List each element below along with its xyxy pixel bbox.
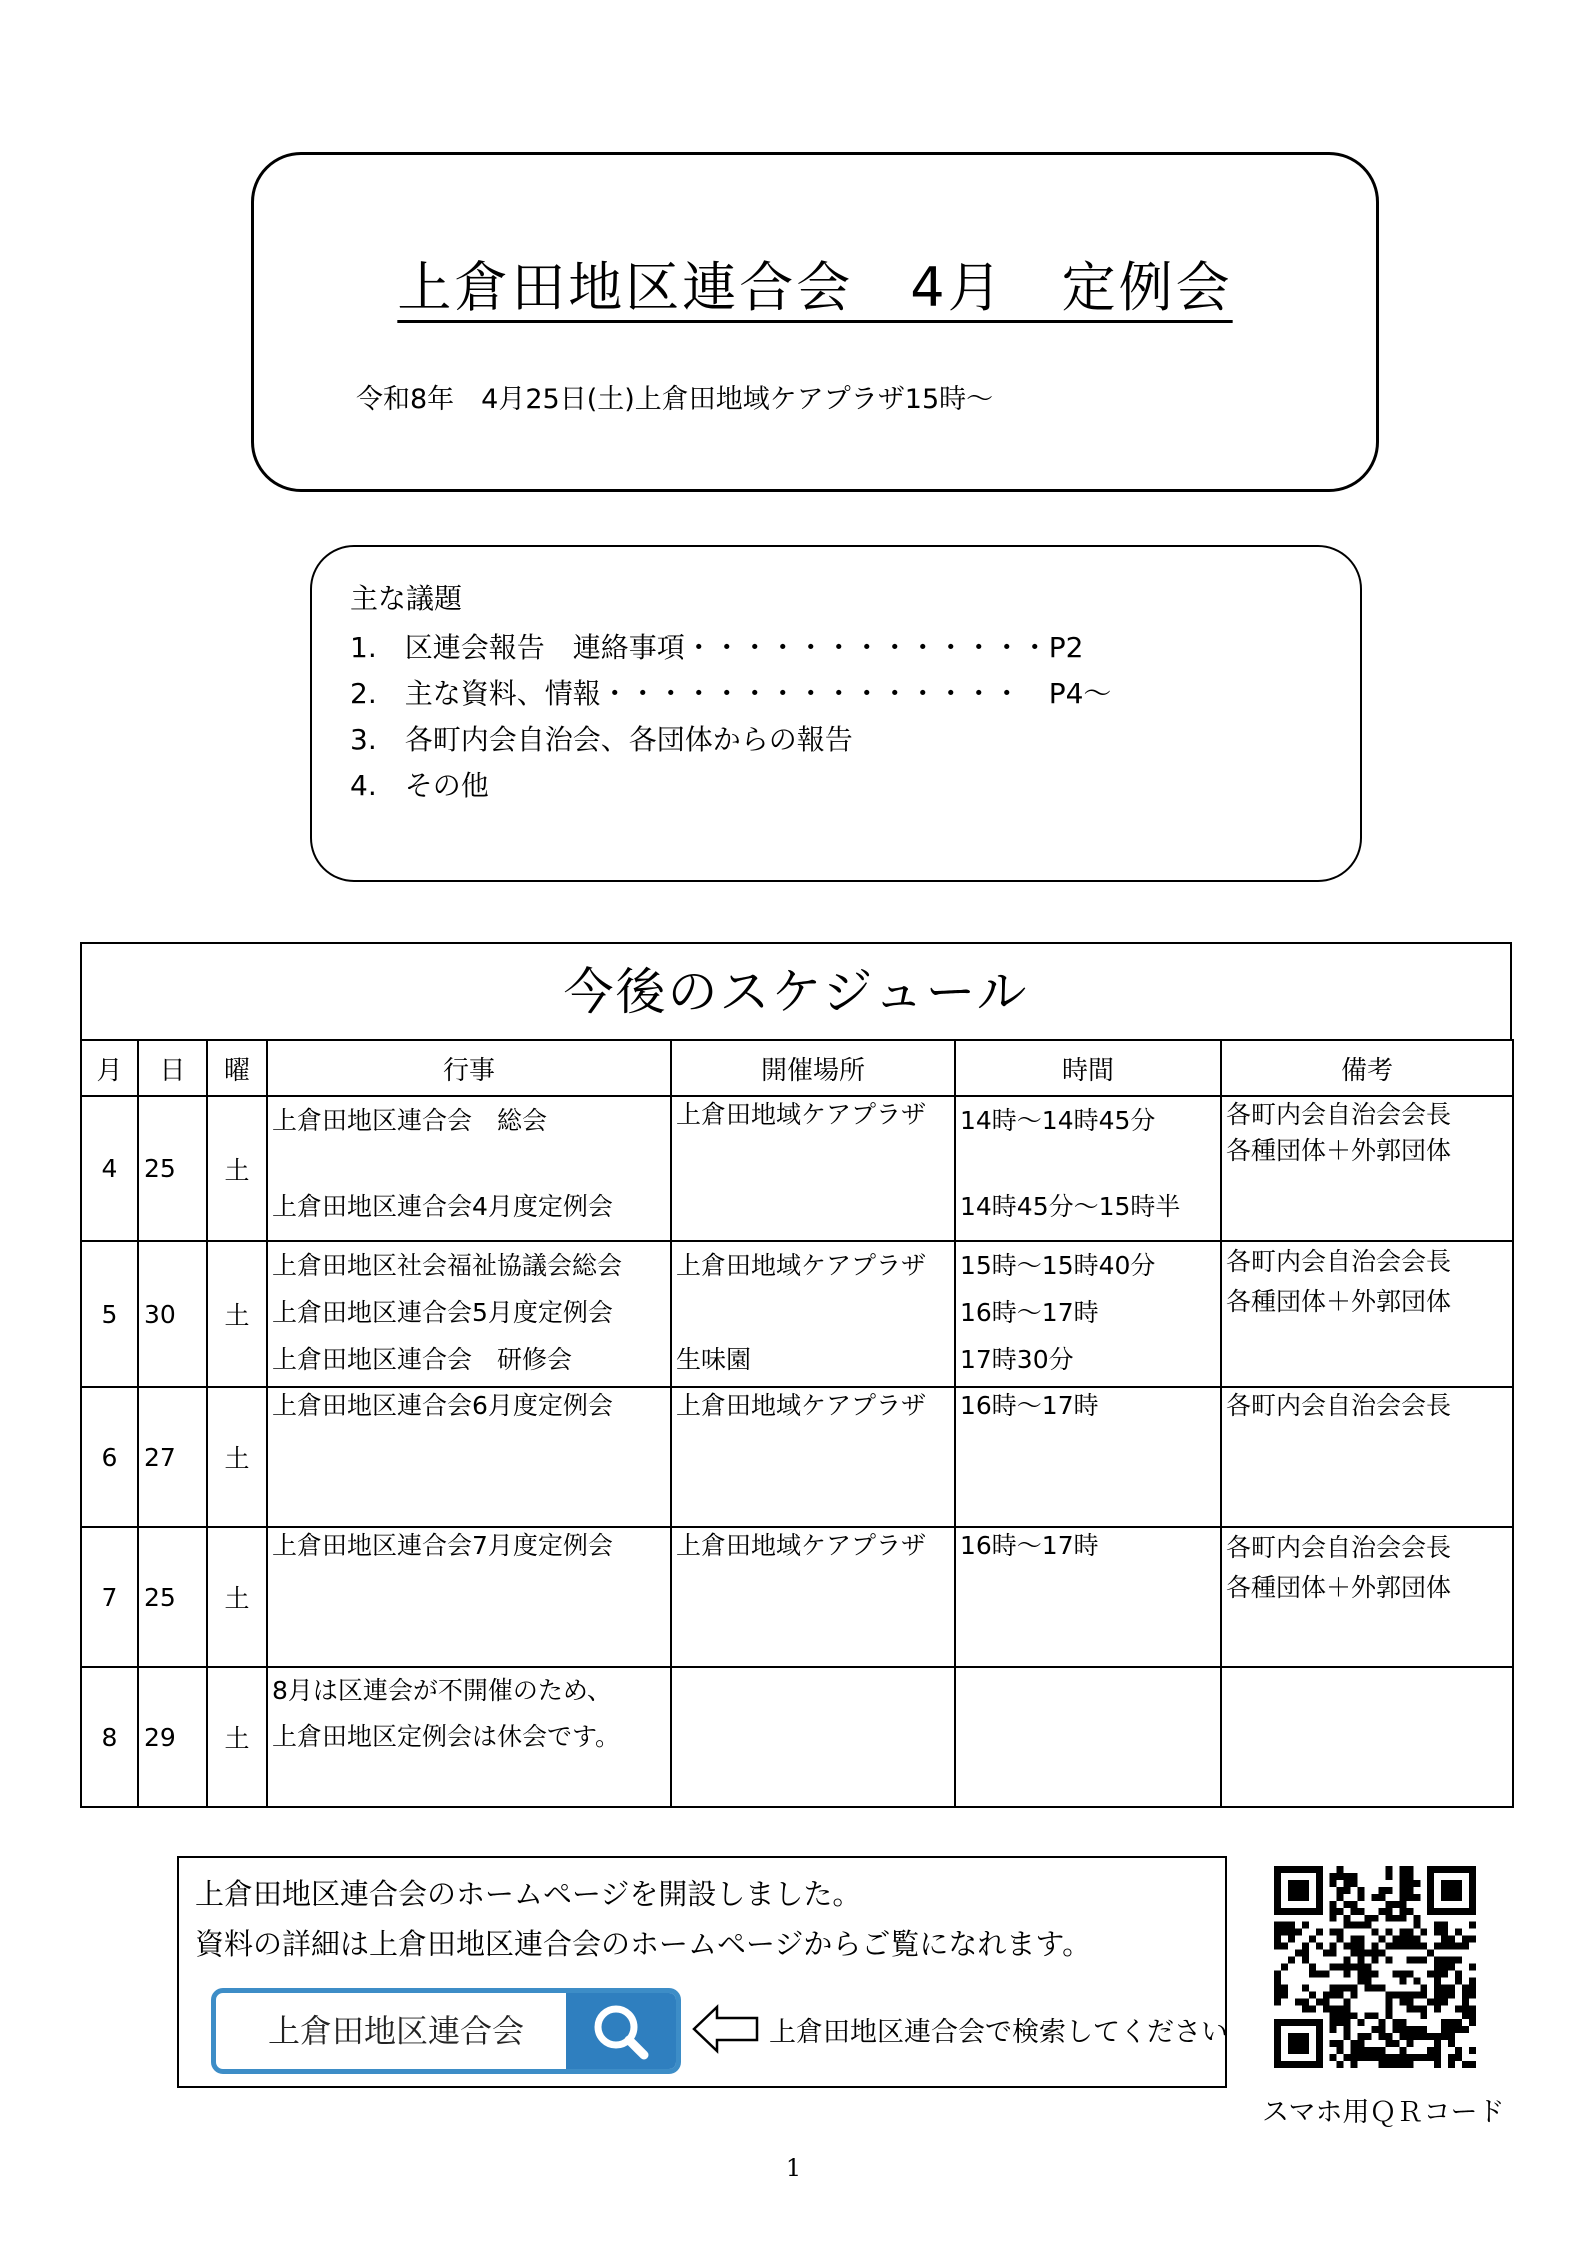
header-month: 月 bbox=[81, 1040, 138, 1096]
header-weekday: 曜 bbox=[207, 1040, 267, 1096]
table-row bbox=[81, 1387, 1513, 1527]
table-header-row bbox=[81, 1040, 1513, 1096]
event-line: 上倉田地区連合会6月度定例会 bbox=[272, 1391, 613, 1420]
cell-events bbox=[267, 1096, 671, 1241]
time-line: 14時～14時45分 bbox=[960, 1106, 1156, 1135]
note-line: 各町内会自治会会長 bbox=[1226, 1100, 1452, 1129]
time-line: 15時～15時40分 bbox=[960, 1251, 1156, 1280]
agenda-item: 4. その他 bbox=[350, 769, 489, 802]
page-title-text: 上倉田地区連合会 4月 定例会 bbox=[397, 256, 1233, 319]
cell-place bbox=[671, 1527, 955, 1667]
cell-month: 7 bbox=[81, 1527, 138, 1667]
qr-code[interactable] bbox=[1274, 1866, 1476, 2068]
page-title bbox=[254, 245, 1376, 322]
cell-place bbox=[671, 1667, 955, 1807]
event-line: 上倉田地区定例会は休会です。 bbox=[272, 1722, 621, 1751]
search-bar[interactable] bbox=[211, 1988, 681, 2074]
cell-weekday: 土 bbox=[207, 1387, 267, 1527]
event-line: 上倉田地区連合会7月度定例会 bbox=[272, 1531, 613, 1560]
table-row bbox=[81, 1096, 1513, 1241]
cell-events bbox=[267, 1241, 671, 1387]
note-line: 各種団体＋外郭団体 bbox=[1226, 1136, 1452, 1165]
notice-line-2: 資料の詳細は上倉田地区連合会のホームページからご覧になれます。 bbox=[195, 1927, 1092, 1961]
cell-time bbox=[955, 1667, 1221, 1807]
search-input[interactable]: 上倉田地区連合会 bbox=[268, 2012, 525, 2050]
search-icon bbox=[566, 1993, 676, 2069]
meeting-date: 令和8年 4月25日(土)上倉田地域ケアプラザ15時～ bbox=[356, 384, 994, 415]
cell-weekday: 土 bbox=[207, 1527, 267, 1667]
cell-weekday: 土 bbox=[207, 1096, 267, 1241]
cell-month: 5 bbox=[81, 1241, 138, 1387]
event-line bbox=[272, 1139, 666, 1189]
cell-month: 4 bbox=[81, 1096, 138, 1241]
search-hint: 上倉田地区連合会で検索してください bbox=[769, 2017, 1228, 2048]
schedule-section bbox=[80, 942, 1512, 1808]
agenda-item: 3. 各町内会自治会、各団体からの報告 bbox=[350, 723, 853, 756]
place-line bbox=[676, 1289, 950, 1336]
cell-day: 30 bbox=[138, 1241, 207, 1387]
note-line: 各町内会自治会会長 bbox=[1226, 1247, 1452, 1276]
event-line: 上倉田地区連合会5月度定例会 bbox=[272, 1298, 613, 1327]
header-event: 行事 bbox=[267, 1040, 671, 1096]
search-button[interactable] bbox=[566, 1993, 676, 2069]
homepage-notice bbox=[177, 1856, 1227, 2088]
cell-notes bbox=[1221, 1667, 1513, 1807]
time-line bbox=[960, 1668, 1216, 1704]
table-row bbox=[81, 1527, 1513, 1667]
schedule-table bbox=[80, 1039, 1514, 1808]
page-number: 1 bbox=[785, 2154, 802, 2182]
time-line bbox=[960, 1139, 1216, 1189]
cell-place bbox=[671, 1387, 955, 1527]
cell-time bbox=[955, 1527, 1221, 1667]
cell-notes bbox=[1221, 1241, 1513, 1387]
notice-line-1: 上倉田地区連合会のホームページを開設しました。 bbox=[195, 1877, 862, 1911]
schedule-title: 今後のスケジュール bbox=[80, 942, 1512, 1039]
place-line: 上倉田地域ケアプラザ bbox=[676, 1251, 927, 1280]
cell-notes bbox=[1221, 1096, 1513, 1241]
cell-notes bbox=[1221, 1527, 1513, 1667]
cell-month: 6 bbox=[81, 1387, 138, 1527]
cell-events bbox=[267, 1387, 671, 1527]
time-line: 16時～17時 bbox=[960, 1298, 1099, 1327]
cell-day: 25 bbox=[138, 1527, 207, 1667]
place-line: 生味園 bbox=[676, 1345, 752, 1374]
cell-time bbox=[955, 1241, 1221, 1387]
note-line: 各町内会自治会会長 bbox=[1226, 1391, 1452, 1420]
time-line: 14時45分～15時半 bbox=[960, 1192, 1181, 1221]
qr-label: スマホ用ＱＲコード bbox=[1262, 2097, 1505, 2128]
cell-day: 25 bbox=[138, 1096, 207, 1241]
place-line: 上倉田地域ケアプラザ bbox=[676, 1391, 927, 1420]
place-line: 上倉田地域ケアプラザ bbox=[676, 1531, 927, 1560]
event-line: 上倉田地区社会福祉協議会総会 bbox=[272, 1251, 623, 1280]
agenda-box bbox=[310, 545, 1362, 882]
place-line bbox=[676, 1668, 950, 1704]
header-place: 開催場所 bbox=[671, 1040, 955, 1096]
title-box bbox=[251, 152, 1379, 492]
agenda-heading: 主な議題 bbox=[350, 582, 463, 615]
cell-time bbox=[955, 1096, 1221, 1241]
time-line: 17時30分 bbox=[960, 1345, 1074, 1374]
note-line: 各種団体＋外郭団体 bbox=[1226, 1573, 1452, 1602]
event-line: 上倉田地区連合会 研修会 bbox=[272, 1345, 573, 1374]
agenda-list bbox=[350, 625, 1111, 809]
note-line: 各種団体＋外郭団体 bbox=[1226, 1287, 1452, 1316]
header-notes: 備考 bbox=[1221, 1040, 1513, 1096]
cell-time bbox=[955, 1387, 1221, 1527]
event-line: 上倉田地区連合会 総会 bbox=[272, 1106, 548, 1135]
time-line: 16時～17時 bbox=[960, 1391, 1099, 1420]
cell-place bbox=[671, 1241, 955, 1387]
note-line bbox=[1226, 1668, 1508, 1704]
agenda-item: 2. 主な資料、情報・・・・・・・・・・・・・・・ P4～ bbox=[350, 677, 1112, 710]
time-line: 16時～17時 bbox=[960, 1531, 1099, 1560]
cell-notes bbox=[1221, 1387, 1513, 1527]
cell-day: 27 bbox=[138, 1387, 207, 1527]
left-arrow-icon bbox=[691, 2004, 761, 2054]
header-day: 日 bbox=[138, 1040, 207, 1096]
cell-month: 8 bbox=[81, 1667, 138, 1807]
cell-weekday: 土 bbox=[207, 1241, 267, 1387]
cell-place bbox=[671, 1096, 955, 1241]
header-time: 時間 bbox=[955, 1040, 1221, 1096]
cell-events bbox=[267, 1667, 671, 1807]
cell-day: 29 bbox=[138, 1667, 207, 1807]
cell-events bbox=[267, 1527, 671, 1667]
note-line: 各町内会自治会会長 bbox=[1226, 1533, 1452, 1562]
agenda-item: 1. 区連会報告 連絡事項・・・・・・・・・・・・・P2 bbox=[350, 631, 1084, 664]
table-row bbox=[81, 1241, 1513, 1387]
event-line: 8月は区連会が不開催のため、 bbox=[272, 1676, 612, 1705]
place-line: 上倉田地域ケアプラザ bbox=[676, 1100, 927, 1129]
table-row bbox=[81, 1667, 1513, 1807]
event-line: 上倉田地区連合会4月度定例会 bbox=[272, 1192, 613, 1221]
cell-weekday: 土 bbox=[207, 1667, 267, 1807]
